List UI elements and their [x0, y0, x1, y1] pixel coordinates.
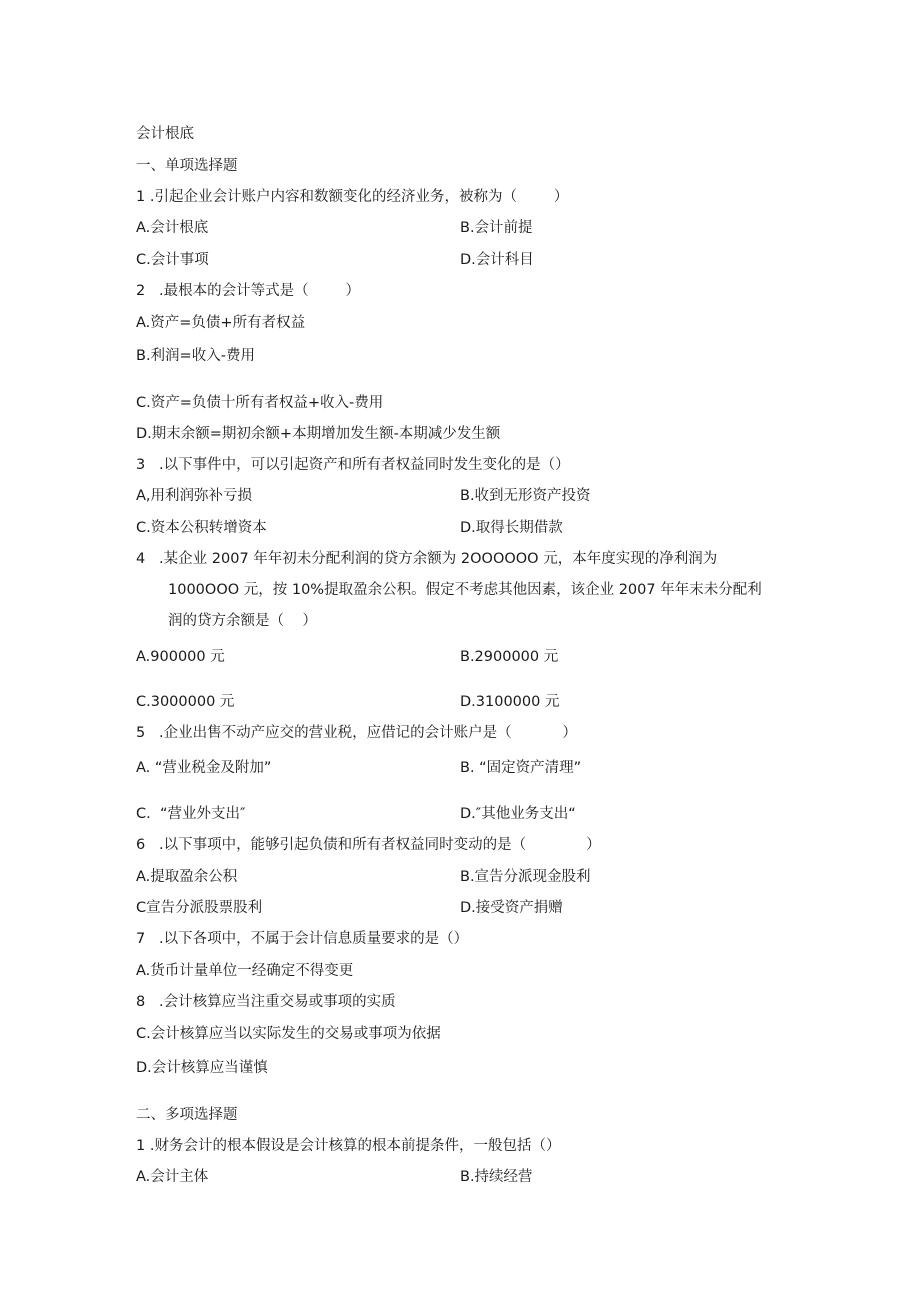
question-4-option-a: A.900000 元 — [136, 649, 225, 665]
question-1-option-a: A.会计根底 — [136, 220, 209, 236]
question-2-option-b: B.利润=收入-费用 — [136, 348, 255, 364]
question-5-option-b: B. “固定资产清理” — [460, 760, 582, 776]
question-3-option-c: C.资本公积转增资本 — [136, 520, 267, 536]
question-2-option-c: C.资产=负债十所有者权益+收入-费用 — [136, 395, 384, 411]
multi-question-1-option-b: B.持续经营 — [460, 1169, 533, 1185]
question-1-option-d: D.会计科目 — [460, 252, 534, 268]
question-6-option-a: A.提取盈余公积 — [136, 869, 238, 885]
question-2-option-d: D.期末余额=期初余额+本期增加发生额-本期减少发生额 — [136, 426, 501, 442]
question-8-option-d: D.会计核算应当谨慎 — [136, 1060, 268, 1076]
question-5-option-c: C. “营业外支出″ — [136, 806, 246, 822]
question-5-option-d: D.″其他业务支出“ — [460, 806, 576, 822]
multi-question-1-option-a: A.会计主体 — [136, 1169, 209, 1185]
question-6-option-d: D.接受资产捐赠 — [460, 900, 563, 916]
question-4-option-c: C.3000000 元 — [136, 694, 235, 710]
doc-title: 会计根底 — [136, 126, 194, 142]
question-6-option-b: B.宣告分派现金股利 — [460, 869, 591, 885]
question-1-option-c: C.会计事项 — [136, 252, 209, 268]
question-4-option-b: B.2900000 元 — [460, 649, 559, 665]
question-5-stem: 5 .企业出售不动产应交的营业税，应借记的会计账户是（ ） — [136, 725, 577, 741]
question-5-option-a: A. “营业税金及附加” — [136, 760, 272, 776]
question-2-stem: 2 .最根本的会计等式是（ ） — [136, 283, 361, 299]
question-1-stem: 1 .引起企业会计账户内容和数额变化的经济业务，被称为（ ） — [136, 189, 569, 205]
question-7-stem: 7 .以下各项中，不属于会计信息质量要求的是（） — [136, 931, 469, 947]
question-2-option-a: A.资产=负债+所有者权益 — [136, 315, 306, 331]
question-1-option-b: B.会计前提 — [460, 220, 533, 236]
question-3-option-b: B.收到无形资产投资 — [460, 488, 591, 504]
question-4-option-d: D.3100000 元 — [460, 694, 560, 710]
question-3-option-d: D.取得长期借款 — [460, 520, 563, 536]
question-7-option-a: A.货币计量单位一经确定不得变更 — [136, 963, 354, 979]
section-heading-single-choice: 一、单项选择题 — [136, 158, 238, 174]
question-3-stem: 3 .以下事件中，可以引起资产和所有者权益同时发生变化的是（） — [136, 457, 570, 473]
question-3-option-a: A,用利润弥补亏损 — [136, 488, 253, 504]
question-8-option-c: C.会计核算应当以实际发生的交易或事项为依据 — [136, 1026, 441, 1042]
question-4-stem-line-2: 1000OOO 元，按 10%提取盈余公积。假定不考虑其他因素，该企业 2007 年年末未分配利 — [168, 582, 762, 598]
section-heading-multiple-choice: 二、多项选择题 — [136, 1107, 238, 1123]
question-4-stem-line-3: 润的贷方余额是（ ） — [168, 613, 317, 629]
question-6-option-c: C宣告分派股票股利 — [136, 900, 263, 916]
question-8-stem: 8 .会计核算应当注重交易或事项的实质 — [136, 994, 396, 1010]
question-6-stem: 6 .以下事项中，能够引起负债和所有者权益同时变动的是（ ） — [136, 837, 601, 853]
multi-question-1-stem: 1 .财务会计的根本假设是会计核算的根本前提条件，一般包括（） — [136, 1138, 561, 1154]
question-4-stem-line-1: 4 .某企业 2007 年年初未分配利润的贷方余额为 2OOOOOO 元，本年度实现的净利润为 — [136, 551, 718, 567]
